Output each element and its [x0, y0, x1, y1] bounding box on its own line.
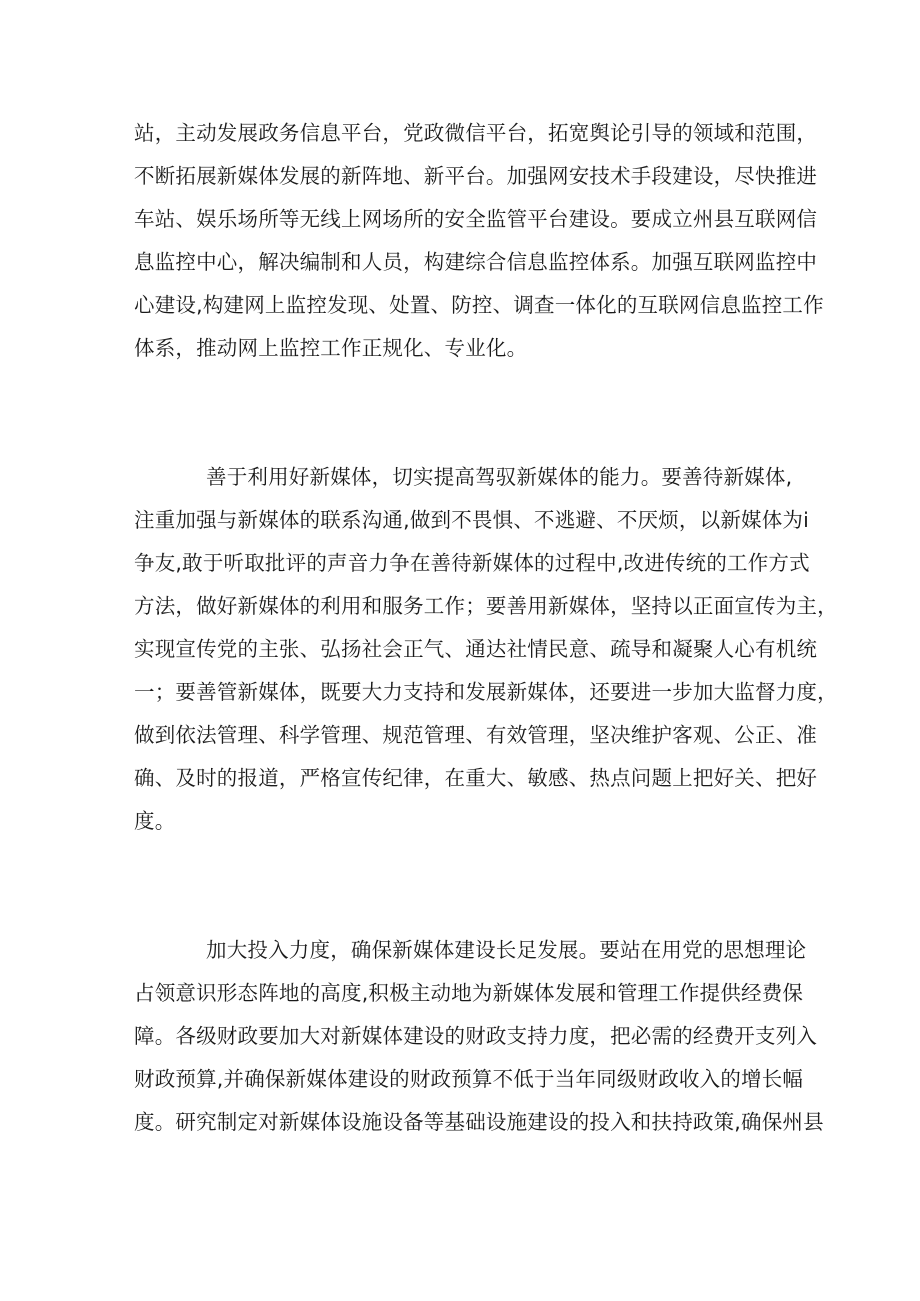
text-line: 障。各级财政要加大对新媒体建设的财政支持力度，把必需的经费开支列入 — [134, 1024, 818, 1048]
paragraph-1 — [134, 112, 824, 370]
text-line: 度。研究制定对新媒体设施设备等基础设施建设的投入和扶持政策,确保州县 — [134, 1110, 824, 1134]
text-line: 一；要善管新媒体，既要大力支持和发展新媒体，还要进一步加大监督力度， — [134, 680, 838, 704]
text-line: 体系，推动网上监控工作正规化、专业化。 — [134, 336, 528, 360]
text-line: 争友,敢于听取批评的声音力争在善待新媒体的过程中,改进传统的工作方式 — [134, 551, 810, 575]
text-line: 注重加强与新媒体的联系沟通,做到不畏惧、不逃避、不厌烦，以新媒体为i — [134, 508, 810, 532]
text-line: 做到依法管理、科学管理、规范管理、有效管理，坚决维护客观、公正、准 — [134, 723, 818, 747]
text-line: 心建设,构建网上监控发现、处置、防控、调查一体化的互联网信息监控工作 — [134, 293, 824, 317]
text-line: 善于利用好新媒体，切实提高驾驭新媒体的能力。要善待新媒体, — [206, 465, 793, 489]
text-line: 实现宣传党的主张、弘扬社会正气、通达社情民意、疏导和凝聚人心有机统 — [134, 637, 818, 661]
text-line: 方法，做好新媒体的利用和服务工作；要善用新媒体，坚持以正面宣传为主， — [134, 594, 838, 618]
text-line: 息监控中心，解决编制和人员，构建综合信息监控体系。加强互联网监控中 — [134, 250, 818, 274]
text-line: 确、及时的报道，严格宣传纪律，在重大、敏感、热点问题上把好关、把好 — [134, 766, 818, 790]
text-line: 站，主动发展政务信息平台，党政微信平台，拓宽舆论引导的领域和范围， — [134, 121, 818, 145]
text-line: 财政预算,并确保新媒体建设的财政预算不低于当年同级财政收入的增长幅 — [134, 1067, 804, 1091]
paragraph-3 — [134, 929, 824, 1144]
text-line: 不断拓展新媒体发展的新阵地、新平台。加强网安技术手段建设，尽快推进 — [134, 164, 818, 188]
text-line: 度。 — [134, 809, 176, 833]
text-line: 占领意识形态阵地的高度,积极主动地为新媒体发展和管理工作提供经费保 — [134, 981, 804, 1005]
text-line: 车站、娱乐场所等无线上网场所的安全监管平台建设。要成立州县互联网信 — [134, 207, 818, 231]
paragraph-2 — [134, 456, 838, 843]
text-line: 加大投入力度，确保新媒体建设长足发展。要站在用党的思想理论 — [206, 938, 807, 962]
